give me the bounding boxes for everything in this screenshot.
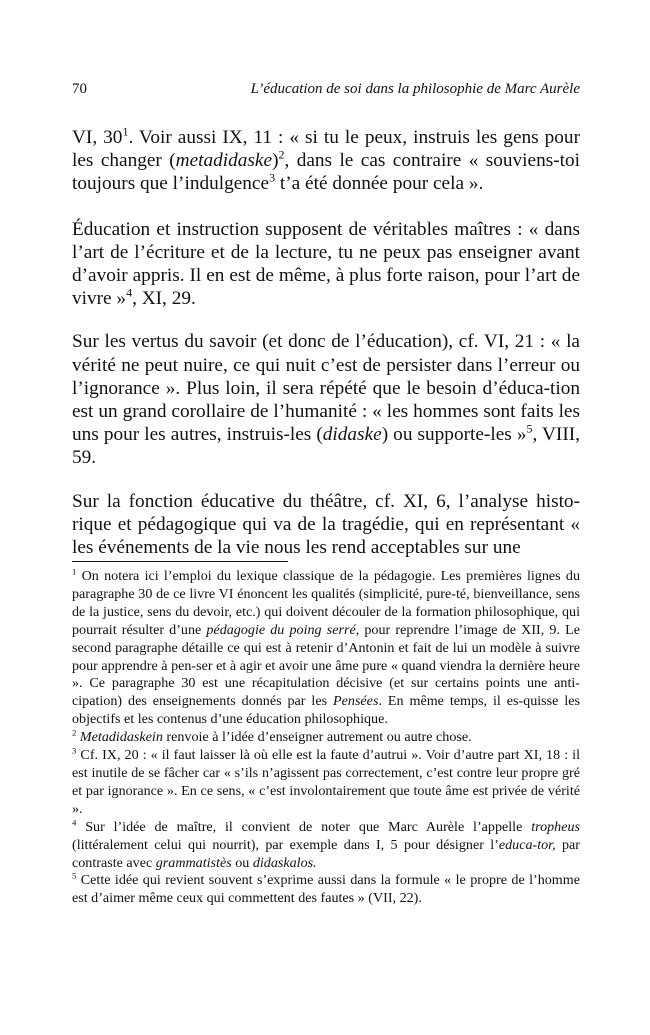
footnote-4 [72, 819, 580, 873]
footnote-separator [72, 561, 288, 562]
text-run: Sur la fonction éducative du théâtre, cf. XI, 6, l’analyse histo-rique et pédagogique qui va de la tragédie, qui en représentant « les événements de la vie nous les rend acceptables sur une [72, 490, 580, 559]
text-run: , XI, 29. [132, 288, 196, 310]
italic-term: metadidaske [175, 150, 273, 172]
page-number: 70 [72, 81, 87, 97]
text-run: par contraste avec [72, 836, 580, 871]
footnote-mark: 3 [72, 745, 77, 756]
footnote-1 [72, 568, 580, 729]
footnote-ref-5: 5 [526, 421, 533, 436]
footnote-mark: 2 [72, 727, 77, 738]
italic-term: grammatistès [155, 854, 232, 871]
footnote-ref-4: 4 [126, 285, 133, 300]
text-run: renvoie à l’idée d’enseigner autrement ou autre chose. [162, 729, 472, 746]
footnotes [72, 568, 580, 908]
footnote-2 [72, 729, 580, 747]
footnote-ref-3: 3 [269, 170, 276, 185]
main-text [72, 126, 580, 559]
italic-term: Metadidaskein [79, 729, 163, 746]
footnote-ref-1: 1 [122, 124, 129, 139]
text-run: , VIII, 59. [72, 424, 580, 469]
text-run: . En même temps, il es-quisse les objectifs et les contenus d’une éducation philosophique. [72, 693, 580, 728]
footnote-3 [72, 747, 580, 819]
text-run: , pour reprendre l’image de XII, 9. Le second paragraphe détaille ce qui est à retenir d’Antonin et fait de lui un modèle à suivre pour apprendre à pen-ser et à agir et avoir une âme pure « quand viendra la dernière heure ». Ce paragraphe 30 est une récapitulation décisive (et sur certains points une anti-cipation) des enseignements donnés par les [72, 621, 580, 710]
text-run: ou [231, 854, 253, 871]
text-run: . Voir aussi IX, 11 : « si tu le peux, instruis les gens pour les changer ( [72, 127, 580, 172]
paragraph-3 [72, 330, 580, 469]
paragraph-2 [72, 218, 580, 311]
footnote-mark: 4 [72, 817, 77, 827]
footnote-mark: 5 [72, 870, 77, 881]
text-run: Éducation et instruction supposent de véritables maîtres : « dans l’art de l’écriture et de la lecture, tu ne peux pas enseigner avant d’avoir appris. Il en est de même, à plus forte raison, pour l’art de vivre » [72, 218, 580, 310]
text-run: ) ou supporte-les » [381, 424, 527, 446]
text-run: ) [272, 150, 279, 172]
text-run: Cette idée qui revient souvent s’exprime aussi dans la formule « le propre de l’homme est d’aimer même ceux qui commettent des fautes » (VII, 22). [72, 872, 580, 907]
text-run: Sur les vertus du savoir (et donc de l’éducation), cf. VI, 21 : « la vérité ne peut nuire, ce qui nuit c’est de persister dans l’erreur ou l’ignorance ». Plus loin, il sera répété que le besoin d’éduca-tion est un grand corollaire de l’humanité : « les hommes sont faits les uns pour les autres, instruis-les ( [72, 331, 580, 446]
running-title: L’éducation de soi dans la philosophie de Marc Aurèle [250, 81, 580, 97]
italic-term: pédagogie du poing serré [206, 621, 356, 638]
footnote-5 [72, 872, 580, 908]
text-run: On notera ici l’emploi du lexique classique de la pédagogie. Les premières lignes du paragraphe 30 de ce livre VI énoncent les qualités (simplicité, pure-té, bienveillance, sens de la justice, sens du devoir, etc.) qui doivent découler de la formation philosophique, qui pourrait résulter d’une [72, 568, 580, 638]
text-run: (littéralement celui qui nourrit), par exemple dans I, 5 pour désigner l’ [72, 836, 499, 853]
text-run: t’a été donnée pour cela ». [275, 173, 484, 195]
text-run: VI, 30 [72, 127, 123, 148]
italic-term: didaske [322, 424, 382, 446]
paragraph-4 [72, 490, 580, 560]
italic-term: Pensées [333, 693, 379, 710]
text-run: , dans le cas contraire « souviens-toi toujours que l’indulgence [72, 150, 581, 195]
italic-term: didaskalos. [252, 854, 317, 871]
footnote-mark: 1 [72, 566, 77, 577]
text-run: Cf. IX, 20 : « il faut laisser là où elle est la faute d’autrui ». Voir d’autre part XI, 18 : il est inutile de se fâcher car « s’ils n’agissent pas correctement, c’est contre leur propre gré et par ignorance ». En ce sens, « c’est involontairement que toute âme est privée de vérité ». [72, 747, 580, 817]
paragraph-1 [72, 126, 580, 196]
text-run: Sur l’idée de maître, il convient de noter que Marc Aurèle l’appelle [76, 818, 532, 835]
footnote-ref-2: 2 [278, 147, 285, 162]
italic-term: tropheus [531, 818, 580, 835]
italic-term: educa-tor, [498, 836, 556, 853]
